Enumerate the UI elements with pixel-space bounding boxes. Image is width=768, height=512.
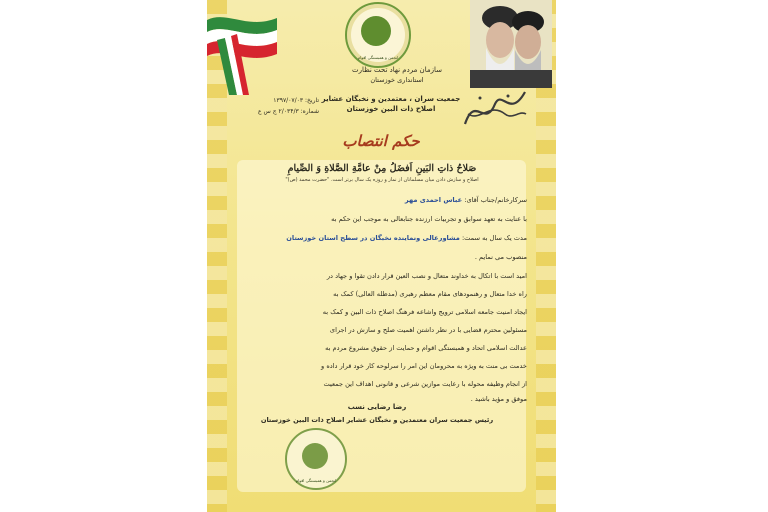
organization-seal: انجمن و همبستگی اقوام bbox=[345, 2, 411, 68]
body-line: با عنایت به تعهد سوابق و تجربیات ارزنده جنابعالی به موجب این حکم به bbox=[331, 215, 527, 223]
leaders-portrait-image bbox=[470, 0, 552, 88]
position-line: مدت یک سال به سمت: مشاورعالی ونماینده نخبگان در سطح استان خوزستان bbox=[286, 234, 527, 242]
paragraph-line: عدالت اسلامی اتحاد و همبستگی اقوام و حمایت از حقوق مشروع مردم به bbox=[325, 344, 527, 352]
scales-emblem-icon bbox=[302, 443, 328, 469]
stamp-seal: انجمن و همبستگی اقوام bbox=[285, 428, 347, 490]
paragraph-line: راه خدا متعال و رهنمودهای مقام معظم رهبری (مدظله العالی) کمک به bbox=[333, 290, 527, 298]
certificate-document bbox=[207, 0, 556, 512]
paragraph-line: مسئولین محترم قضایی با در نظر داشتن اهمیت صلح و سازش در اجرای bbox=[329, 326, 527, 334]
signatory-title: رئیس جمعیت سران معتمدین و نخبگان عشایر اصلاح ذات البین خوزستان bbox=[260, 416, 494, 424]
org-name-line1: جمعیت سران ، معتمدین و نخبگان عشایر bbox=[321, 95, 461, 103]
org-supervision-line: سازمان مردم نهاد تحت نظارت bbox=[352, 66, 442, 74]
document-title: حکم انتصاب bbox=[342, 132, 420, 150]
position-title: مشاورعالی ونماینده نخبگان در سطح استان خوزستان bbox=[286, 234, 460, 242]
addressee-name: عباس احمدی مهر bbox=[404, 196, 463, 204]
paragraph-line: خدمت بی منت به ویژه به محرومان این امر را سرلوحه کار خود قرار داده و bbox=[321, 362, 527, 370]
paragraph-line: امید است با اتکال به خداوند متعال و نصب العین قرار دادن تقوا و جهاد در bbox=[326, 272, 527, 280]
paragraph-line: ایجاد امنیت جامعه اسلامی ترویج واشاعه فرهنگ اصلاح ذات البین و کمک به bbox=[322, 308, 527, 316]
iran-flag-ribbon bbox=[207, 0, 277, 100]
paragraph-line: از انجام وظیفه محوله با رعایت موازین شرعی و قانونی اهداف این جمعیت bbox=[323, 380, 527, 388]
number-field: شماره: ۲/۰۳۴/۳ ج س ع bbox=[258, 108, 319, 115]
body-line: منصوب می نمایم . bbox=[474, 253, 527, 261]
hadith-translation: اصلاح و سازش دادن میان مسلمانان از نماز و روزه یک سال برتر است. "حضرت محمد (ص)" bbox=[285, 177, 479, 183]
org-governorate-line: استانداری خوزستان bbox=[370, 76, 424, 84]
hadith-quote: صَلاحُ ذاتِ البَینِ اَفضَلُ مِنْ عامَّةِ الصَّلاةِ وَ الصِّیامِ bbox=[287, 163, 477, 174]
org-name-line2: اصلاح ذات البین خوزستان bbox=[346, 105, 436, 113]
paragraph-line: موفق و مؤید باشید . bbox=[470, 395, 527, 403]
addressee-line: سرکارخانم/جناب آقای: عباس احمدی مهر bbox=[404, 196, 527, 204]
scales-emblem-icon bbox=[361, 16, 391, 46]
date-field: تاریخ: ۱۳۹۷/۰۷/۰۳ bbox=[273, 97, 319, 104]
signatory-name: رضا رضایی نسب bbox=[347, 403, 407, 411]
